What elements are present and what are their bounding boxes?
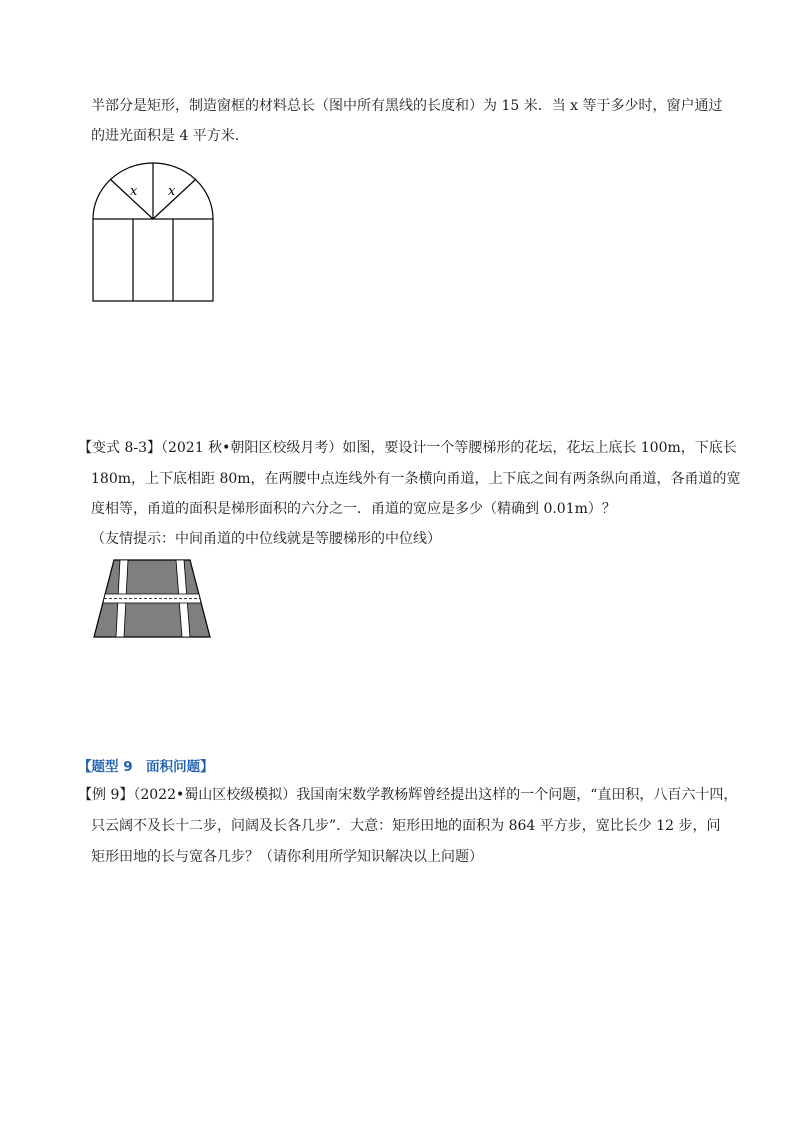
problem1-line1: 半部分是矩形，制造窗框的材料总长（图中所有黑线的长度和）为 15 米．当 x 等于多少时，窗户通过 bbox=[91, 98, 723, 114]
problem2-line3: 度相等，甬道的面积是梯形面积的六分之一．甬道的宽应是多少（精确到 0.01m）？ bbox=[91, 501, 616, 517]
label-x-left: x bbox=[130, 184, 138, 199]
window-rectangle bbox=[93, 219, 213, 301]
window-figure bbox=[88, 162, 222, 306]
problem3-line3: 矩形田地的长与宽各几步？（请你利用所学知识解决以上问题） bbox=[91, 849, 483, 865]
problem3-line2: 只云阔不及长十二步，问阔及长各几步”．大意：矩形田地的面积为 864 平方步，宽比长少 12 步，问 bbox=[91, 818, 721, 834]
label-x-right: x bbox=[168, 184, 176, 199]
problem2-line2: 180m，上下底相距 80m，在两腰中点连线外有一条横向甬道，上下底之间有两条纵向甬道，各甬道的宽 bbox=[91, 471, 741, 487]
problem2-hint: （友情提示：中间甬道的中位线就是等腰梯形的中位线） bbox=[91, 531, 441, 547]
section-heading: 【题型 9 面积问题】 bbox=[78, 759, 214, 775]
problem3-line1: 【例 9】（2022•蜀山区校级模拟）我国南宋数学教杨辉曾经提出这样的一个问题，“直田积，八百六十四， bbox=[78, 787, 738, 803]
problem2-line1: 【变式 8-3】（2021 秋•朝阳区校级月考）如图，要设计一个等腰梯形的花坛，花坛上底长 100m，下底长 bbox=[78, 440, 737, 456]
trapezoid-figure bbox=[92, 558, 212, 640]
problem1-line2: 的进光面积是 4 平方米. bbox=[91, 128, 240, 144]
